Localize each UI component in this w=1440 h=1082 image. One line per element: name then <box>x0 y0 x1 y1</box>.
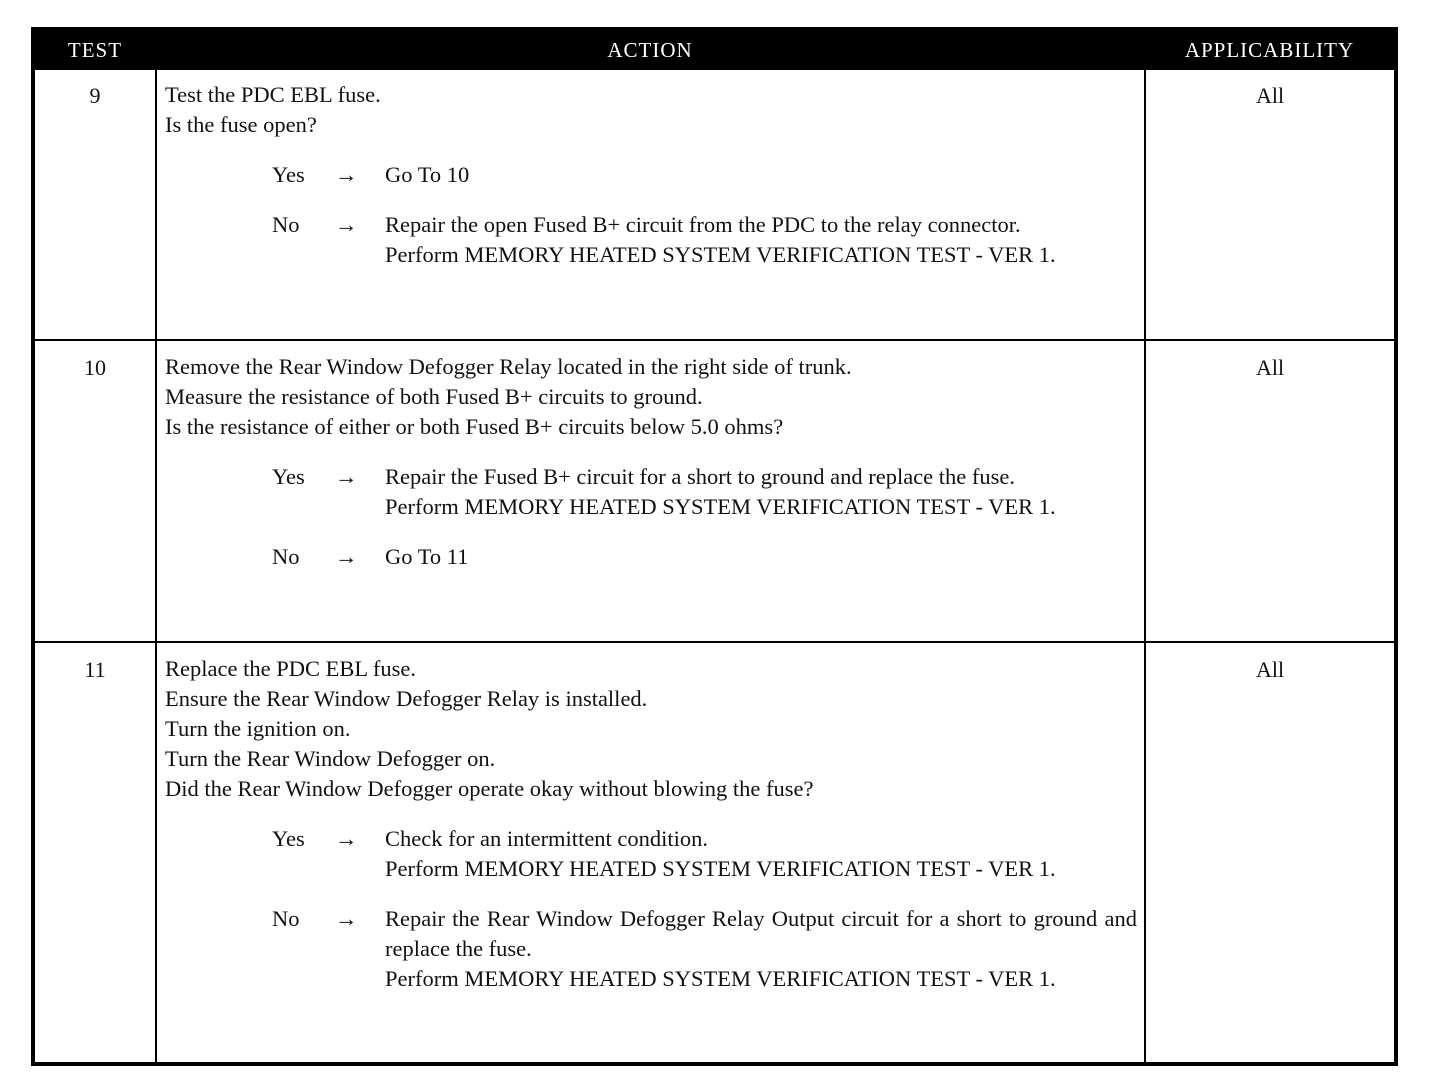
step-text: Is the fuse open? <box>165 112 317 137</box>
answer-label: No <box>272 544 300 569</box>
test-number: 10 <box>84 355 106 380</box>
diagnostic-table <box>31 27 1398 1066</box>
applicability-value: All <box>1255 83 1285 108</box>
test-number: 9 <box>89 83 101 108</box>
step-text: Turn the ignition on. <box>165 716 351 741</box>
applicability-value: All <box>1255 355 1285 380</box>
answer-no <box>165 904 1137 994</box>
step-text: Remove the Rear Window Defogger Relay located in the right side of trunk. <box>165 354 852 379</box>
row-divider <box>35 339 1394 341</box>
action-cell <box>165 654 1137 994</box>
table-header <box>35 31 1394 70</box>
arrow-icon: → <box>335 212 358 237</box>
answer-text: Perform MEMORY HEATED SYSTEM VERIFICATION TEST - VER 1. <box>385 242 1056 267</box>
step-text: Did the Rear Window Defogger operate okay without blowing the fuse? <box>165 776 814 801</box>
header-action: ACTION <box>607 38 693 62</box>
answer-text: Repair the Rear Window Defogger Relay Output circuit for a short to ground and replace the fuse. <box>385 906 1137 961</box>
step-text: Is the resistance of either or both Fused B+ circuits below 5.0 ohms? <box>165 414 784 439</box>
answer-text: Go To 10 <box>385 162 470 187</box>
answer-text: Repair the Fused B+ circuit for a short to ground and replace the fuse. <box>385 464 1015 489</box>
header-test: TEST <box>67 38 123 62</box>
step-text: Turn the Rear Window Defogger on. <box>165 746 496 771</box>
arrow-icon: → <box>335 162 358 187</box>
answer-text: Perform MEMORY HEATED SYSTEM VERIFICATION TEST - VER 1. <box>385 966 1056 991</box>
answer-text: Perform MEMORY HEATED SYSTEM VERIFICATION TEST - VER 1. <box>385 494 1056 519</box>
action-cell <box>165 80 1137 270</box>
answer-yes <box>165 462 1137 522</box>
arrow-icon: → <box>335 906 358 931</box>
test-number: 11 <box>84 657 106 682</box>
step-text: Measure the resistance of both Fused B+ circuits to ground. <box>165 384 703 409</box>
row-divider <box>35 641 1394 643</box>
answer-label: No <box>272 906 300 931</box>
answer-yes <box>165 824 1137 884</box>
step-text: Ensure the Rear Window Defogger Relay is installed. <box>165 686 648 711</box>
answer-yes <box>165 160 1137 190</box>
column-divider <box>1144 70 1146 1062</box>
answer-text: Repair the open Fused B+ circuit from the PDC to the relay connector. <box>385 212 1021 237</box>
step-text: Test the PDC EBL fuse. <box>165 82 381 107</box>
arrow-icon: → <box>335 544 358 569</box>
answer-label: Yes <box>272 464 305 489</box>
answer-no <box>165 210 1137 270</box>
arrow-icon: → <box>335 826 358 851</box>
action-cell <box>165 352 1137 572</box>
answer-text: Go To 11 <box>385 544 469 569</box>
answer-label: No <box>272 212 300 237</box>
column-divider <box>155 70 157 1062</box>
applicability-value: All <box>1255 657 1285 682</box>
answer-label: Yes <box>272 162 305 187</box>
answer-label: Yes <box>272 826 305 851</box>
arrow-icon: → <box>335 464 358 489</box>
answer-text: Check for an intermittent condition. <box>385 826 709 851</box>
step-text: Replace the PDC EBL fuse. <box>165 656 416 681</box>
answer-text: Perform MEMORY HEATED SYSTEM VERIFICATION TEST - VER 1. <box>385 856 1056 881</box>
answer-no <box>165 542 1137 572</box>
header-applicability: APPLICABILITY <box>1184 38 1355 62</box>
